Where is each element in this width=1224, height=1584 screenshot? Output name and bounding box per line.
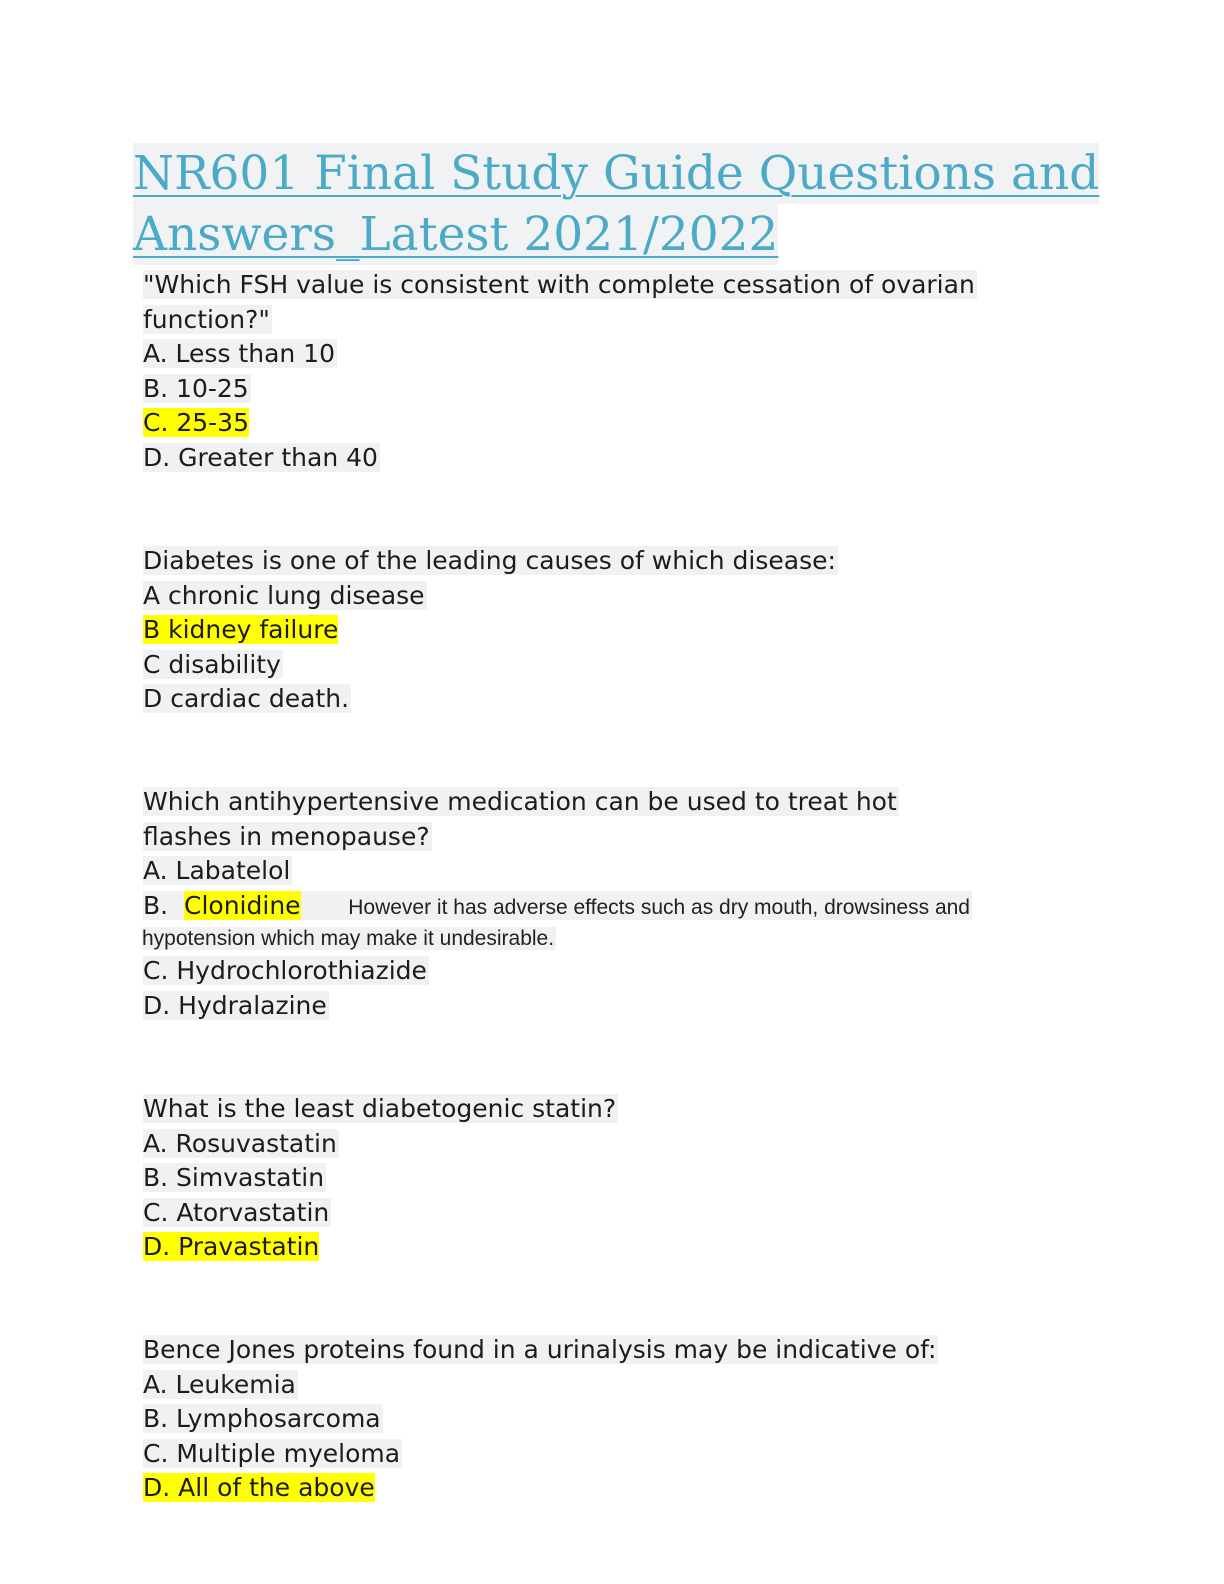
answer-option-d-highlighted: D. Pravastatin (143, 1232, 320, 1262)
question-5 (143, 1333, 938, 1506)
answer-option-b: B. Simvastatin (143, 1163, 325, 1193)
option-b-prefix: B. (143, 890, 169, 920)
answer-option-a: A. Labatelol (143, 856, 291, 886)
question-stem: flashes in menopause? (143, 821, 430, 851)
answer-option-c: C. Multiple myeloma (143, 1438, 401, 1468)
question-stem: Which antihypertensive medication can be used to treat hot (143, 787, 897, 816)
answer-option-d: D. Greater than 40 (143, 442, 378, 472)
title-line-2: Answers_Latest 2021/2022 (133, 204, 778, 265)
question-stem: What is the least diabetogenic statin? (143, 1094, 617, 1123)
answer-option-b: B. 10-25 (143, 373, 249, 403)
document-title (133, 143, 1099, 265)
question-stem: Bence Jones proteins found in a urinalysis may be indicative of: (143, 1335, 937, 1364)
question-3 (143, 785, 972, 1024)
title-line-1: NR601 Final Study Guide Questions and (133, 143, 1099, 204)
answer-option-a: A. Rosuvastatin (143, 1128, 337, 1158)
question-1 (143, 268, 977, 476)
question-4 (143, 1092, 618, 1265)
answer-option-b: B. Lymphosarcoma (143, 1404, 381, 1434)
answer-option-a: A chronic lung disease (143, 580, 425, 610)
answer-option-c: C. Atorvastatin (143, 1197, 330, 1227)
question-stem: function?" (143, 304, 270, 334)
answer-option-a: A. Leukemia (143, 1369, 296, 1399)
answer-option-d: D cardiac death. (143, 684, 350, 714)
answer-option-a: A. Less than 10 (143, 339, 335, 369)
option-b-note: hypotension which may make it undesirable. (142, 927, 555, 951)
answer-option-c-highlighted: C. 25-35 (143, 408, 249, 438)
question-2 (143, 544, 838, 717)
answer-option-d: D. Hydralazine (143, 990, 327, 1020)
answer-option-d-highlighted: D. All of the above (143, 1473, 375, 1503)
option-b-note: However it has adverse effects such as dry mouth, drowsiness and (348, 895, 970, 919)
answer-option-b-highlighted: B kidney failure (143, 615, 339, 645)
question-stem: Diabetes is one of the leading causes of which disease: (143, 546, 836, 575)
answer-option-c: C disability (143, 649, 281, 679)
question-stem: "Which FSH value is consistent with complete cessation of ovarian (143, 270, 975, 299)
answer-option-b-highlighted: Clonidine (184, 890, 301, 920)
answer-option-b-line (143, 891, 972, 920)
answer-option-c: C. Hydrochlorothiazide (143, 956, 427, 986)
